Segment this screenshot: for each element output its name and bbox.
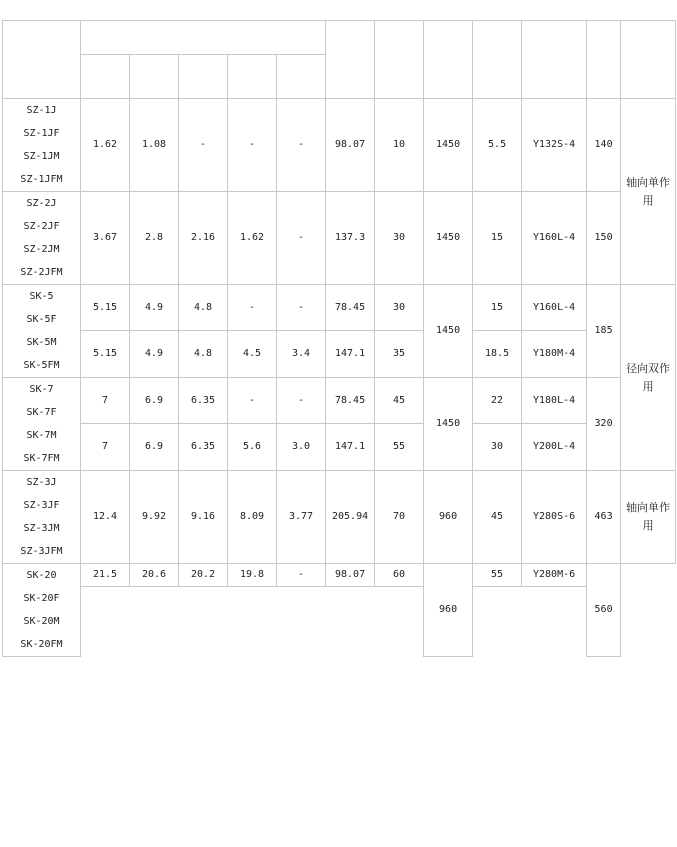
speed-cell: 1450 xyxy=(424,285,473,378)
header-motor xyxy=(522,21,587,99)
max-pressure-cell: 205.94 xyxy=(326,471,375,564)
motor-cell: Y280M-6 xyxy=(522,564,587,587)
model-name: SZ-2JF xyxy=(23,221,60,232)
flow-cell: - xyxy=(228,285,277,331)
model-name: SZ-3JF xyxy=(23,500,60,511)
speed-cell: 960 xyxy=(424,564,473,657)
flow-cell: 20.2 xyxy=(179,564,228,587)
flow-cell: 20.6 xyxy=(130,564,179,587)
max-pressure-cell: 78.45 xyxy=(326,285,375,331)
max-pressure-cell: 147.1 xyxy=(326,424,375,471)
performance-table xyxy=(2,20,676,657)
header-structure xyxy=(621,21,676,99)
model-cell xyxy=(3,192,81,285)
max-pressure-cell: 78.45 xyxy=(326,378,375,424)
model-name: SK-7F xyxy=(26,407,57,418)
model-name: SZ-2J xyxy=(26,198,57,209)
flow-cell: 4.8 xyxy=(179,285,228,331)
table-row xyxy=(3,610,676,633)
speed-cell: 960 xyxy=(424,471,473,564)
motor-cell: Y180L-4 xyxy=(522,378,587,424)
flow-cell: - xyxy=(277,564,326,587)
power-cell: 30 xyxy=(473,424,522,471)
motor-cell: Y280S-6 xyxy=(522,471,587,564)
power-cell: 22 xyxy=(473,378,522,424)
flow-cell: 9.16 xyxy=(179,471,228,564)
header-speed xyxy=(424,21,473,99)
flow-cell: 3.77 xyxy=(277,471,326,564)
weight-cell: 150 xyxy=(587,192,621,285)
max-pressure-cell: 98.07 xyxy=(326,564,375,587)
header-water xyxy=(375,21,424,99)
model-name: SK-5 xyxy=(29,291,54,302)
structure-cell: 轴向单作 用 xyxy=(621,99,676,285)
model-name: SK-5F xyxy=(26,314,57,325)
motor-cell: Y160L-4 xyxy=(522,285,587,331)
flow-cell: 8.09 xyxy=(228,471,277,564)
water-cell: 70 xyxy=(375,471,424,564)
model-cell xyxy=(3,285,81,378)
model-name: SK-7M xyxy=(26,430,57,441)
header-max-pressure xyxy=(326,21,375,99)
flow-cell: 7 xyxy=(81,378,130,424)
flow-cell: 2.8 xyxy=(130,192,179,285)
flow-cell: 4.9 xyxy=(130,285,179,331)
table-row xyxy=(3,378,676,401)
flow-cell: 6.9 xyxy=(130,378,179,424)
model-cell xyxy=(3,378,81,471)
header-pressure-1 xyxy=(130,55,179,99)
motor-cell: Y160L-4 xyxy=(522,192,587,285)
weight-cell: 463 xyxy=(587,471,621,564)
max-pressure-cell: 137.3 xyxy=(326,192,375,285)
model-name: SZ-3JFM xyxy=(20,546,63,557)
header-pressure-3 xyxy=(228,55,277,99)
model-name: SZ-2JM xyxy=(23,244,60,255)
weight-cell: 560 xyxy=(587,564,621,657)
power-cell: 15 xyxy=(473,192,522,285)
model-name: SK-7FM xyxy=(23,453,60,464)
motor-cell: Y200L-4 xyxy=(522,424,587,471)
flow-cell: 4.9 xyxy=(130,331,179,378)
flow-cell: 7 xyxy=(81,424,130,471)
model-name: SK-20 xyxy=(26,570,57,581)
flow-cell: 3.67 xyxy=(81,192,130,285)
motor-cell: Y132S-4 xyxy=(522,99,587,192)
structure-cell: 径向双作 用 xyxy=(621,285,676,471)
motor-cell: Y180M-4 xyxy=(522,331,587,378)
model-name: SZ-1JFM xyxy=(20,174,63,185)
water-cell: 10 xyxy=(375,99,424,192)
flow-cell: 5.15 xyxy=(81,285,130,331)
flow-cell: 1.08 xyxy=(130,99,179,192)
flow-cell: 1.62 xyxy=(81,99,130,192)
weight-cell: 140 xyxy=(587,99,621,192)
flow-cell: - xyxy=(277,378,326,424)
power-cell: 5.5 xyxy=(473,99,522,192)
model-name: SZ-3J xyxy=(26,477,57,488)
flow-cell: - xyxy=(228,99,277,192)
table-row xyxy=(3,424,676,448)
model-name: SZ-1J xyxy=(26,105,57,116)
table-row xyxy=(3,331,676,355)
water-cell: 35 xyxy=(375,331,424,378)
flow-cell: 9.92 xyxy=(130,471,179,564)
flow-cell: 12.4 xyxy=(81,471,130,564)
model-name: SK-5FM xyxy=(23,360,60,371)
flow-cell: 3.0 xyxy=(277,424,326,471)
model-name: SK-20M xyxy=(23,616,60,627)
header-flow-group xyxy=(81,21,326,55)
model-name: SK-7 xyxy=(29,384,54,395)
table-row xyxy=(3,633,676,656)
water-cell: 30 xyxy=(375,192,424,285)
flow-cell: 5.6 xyxy=(228,424,277,471)
water-cell: 55 xyxy=(375,424,424,471)
header-pressure-0 xyxy=(81,55,130,99)
model-name: SZ-3JM xyxy=(23,523,60,534)
flow-cell: 21.5 xyxy=(81,564,130,587)
flow-cell: 1.62 xyxy=(228,192,277,285)
flow-cell: 6.9 xyxy=(130,424,179,471)
power-cell: 18.5 xyxy=(473,331,522,378)
header-pressure-4 xyxy=(277,55,326,99)
water-cell: 60 xyxy=(375,564,424,587)
weight-cell: 185 xyxy=(587,285,621,378)
speed-cell: 1450 xyxy=(424,192,473,285)
max-pressure-cell: 147.1 xyxy=(326,331,375,378)
table-row xyxy=(3,471,676,494)
flow-cell: - xyxy=(277,192,326,285)
flow-cell: - xyxy=(179,99,228,192)
header-model xyxy=(3,21,81,99)
table-row xyxy=(3,564,676,587)
model-name: SZ-1JF xyxy=(23,128,60,139)
table-row xyxy=(3,285,676,308)
model-cell xyxy=(3,471,81,564)
flow-cell: 4.5 xyxy=(228,331,277,378)
table-row xyxy=(3,192,676,215)
power-cell: 15 xyxy=(473,285,522,331)
weight-cell: 320 xyxy=(587,378,621,471)
header-power xyxy=(473,21,522,99)
table-row xyxy=(3,99,676,122)
flow-cell: 2.16 xyxy=(179,192,228,285)
power-cell: 55 xyxy=(473,564,522,587)
header-weight xyxy=(587,21,621,99)
speed-cell: 1450 xyxy=(424,378,473,471)
power-cell: 45 xyxy=(473,471,522,564)
model-name: SK-5M xyxy=(26,337,57,348)
model-cell xyxy=(3,564,81,657)
water-cell: 30 xyxy=(375,285,424,331)
flow-cell: 3.4 xyxy=(277,331,326,378)
structure-cell: 轴向单作 用 xyxy=(621,471,676,564)
flow-cell: 5.15 xyxy=(81,331,130,378)
max-pressure-cell: 98.07 xyxy=(326,99,375,192)
flow-cell: - xyxy=(228,378,277,424)
flow-cell: 6.35 xyxy=(179,424,228,471)
model-name: SK-20F xyxy=(23,593,60,604)
flow-cell: - xyxy=(277,99,326,192)
speed-cell: 1450 xyxy=(424,99,473,192)
header-pressure-2 xyxy=(179,55,228,99)
model-name: SZ-2JFM xyxy=(20,267,63,278)
flow-cell: 19.8 xyxy=(228,564,277,587)
flow-cell: - xyxy=(277,285,326,331)
flow-cell: 4.8 xyxy=(179,331,228,378)
flow-cell: 6.35 xyxy=(179,378,228,424)
model-name: SK-20FM xyxy=(20,639,63,650)
header-row-1 xyxy=(3,21,676,55)
model-name: SZ-1JM xyxy=(23,151,60,162)
table-row xyxy=(3,587,676,610)
model-cell xyxy=(3,99,81,192)
water-cell: 45 xyxy=(375,378,424,424)
